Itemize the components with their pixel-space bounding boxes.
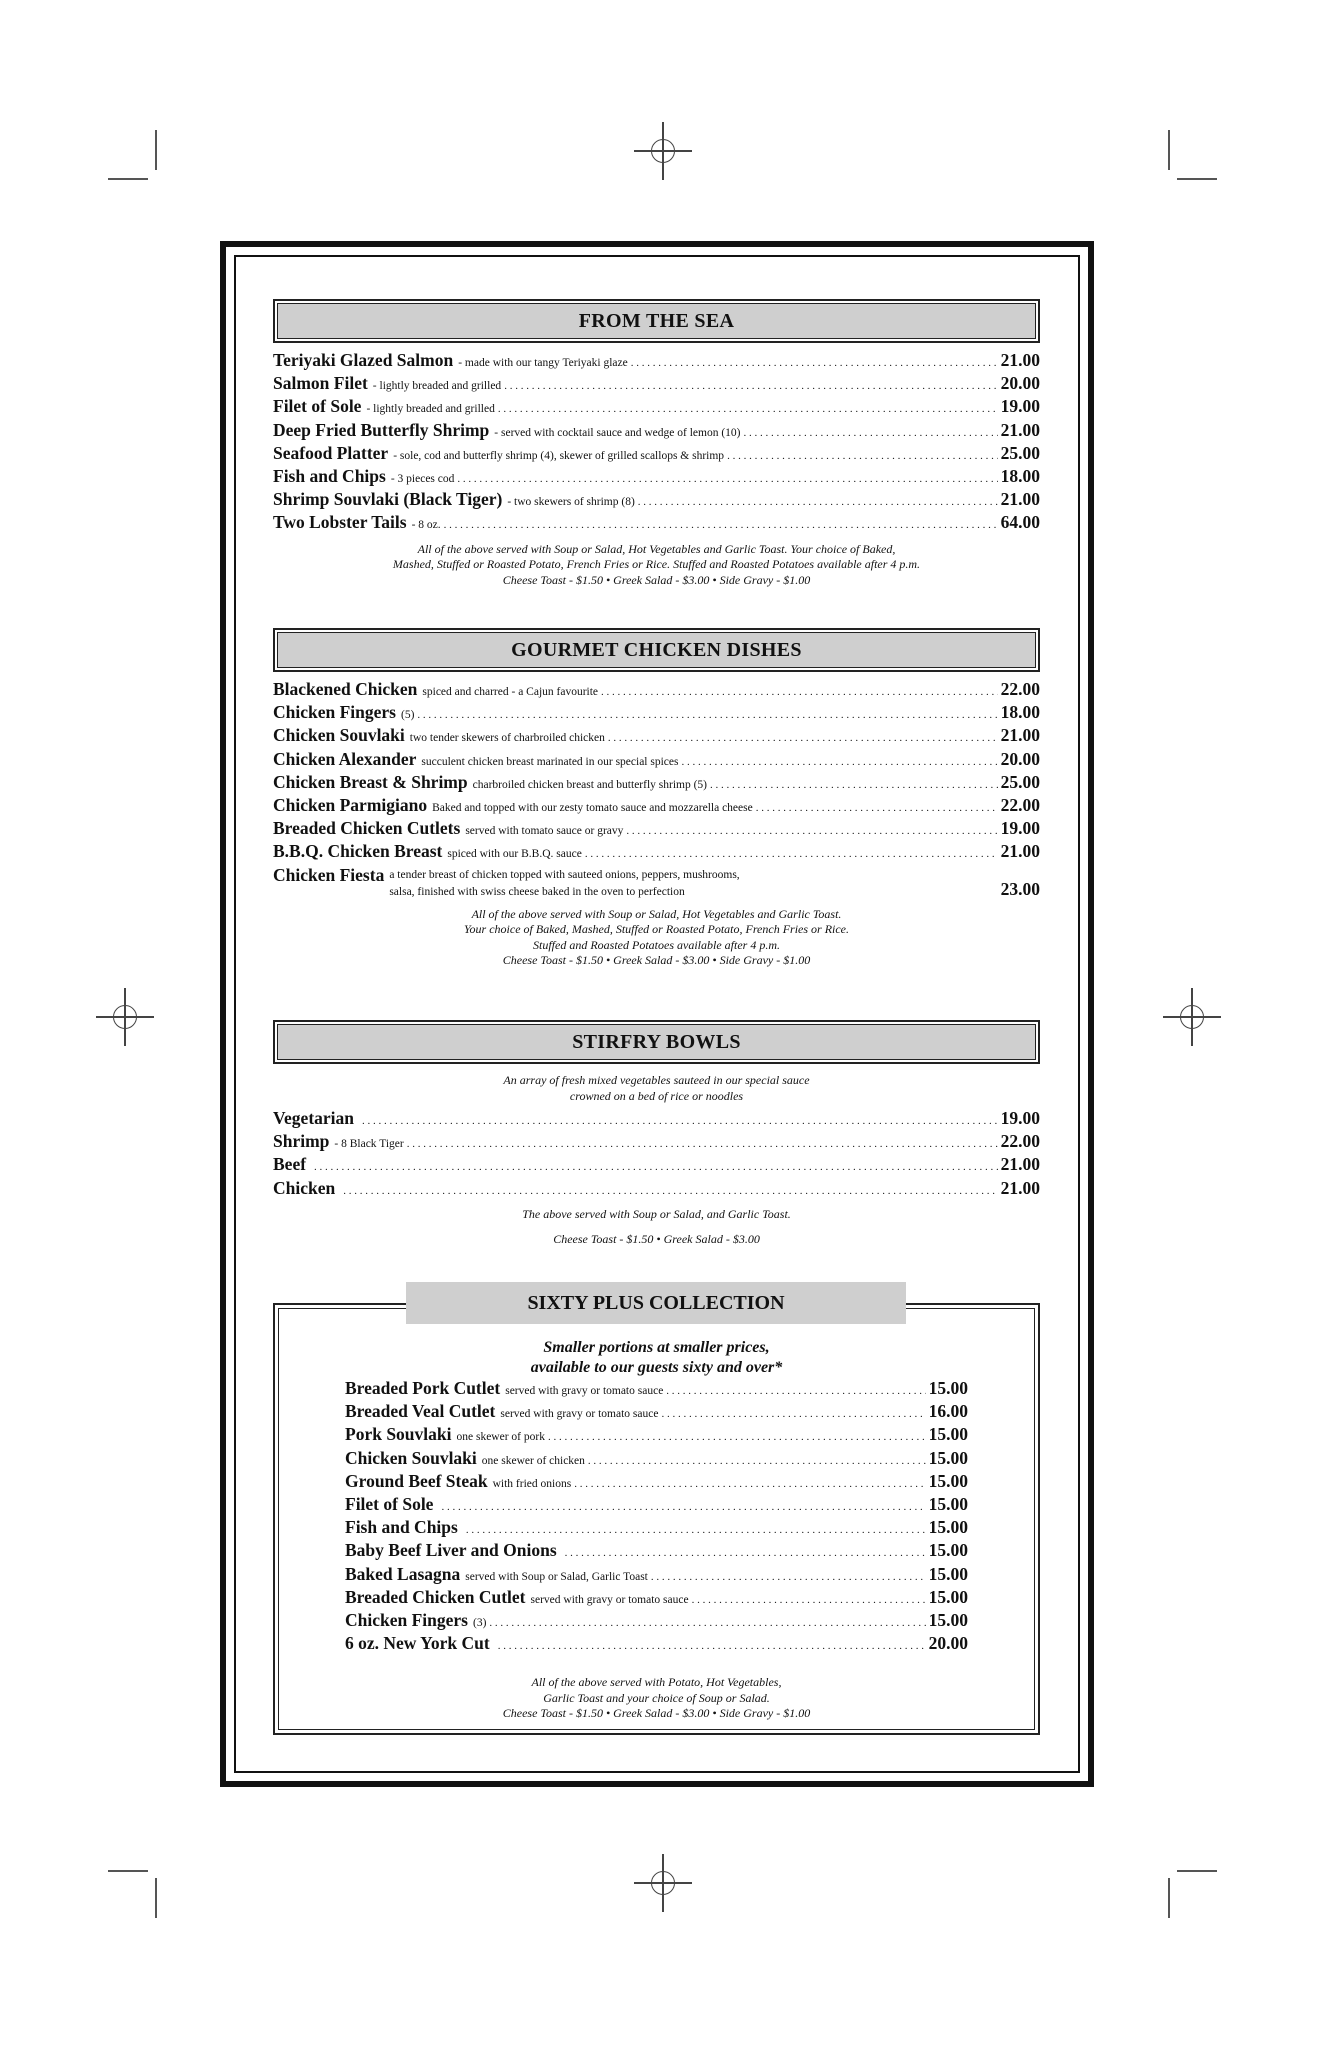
item-name: Blackened Chicken [273,679,418,699]
menu-list [273,679,1040,905]
item-name: Breaded Chicken Cutlet [345,1586,526,1607]
item-name: Chicken Fiesta [273,864,385,885]
item-price: 21.00 [1000,841,1040,862]
leader-dots [631,357,998,369]
item-desc: - 8 Black Tiger [334,1138,404,1151]
crop-mark [1168,1878,1170,1918]
item-price: 15.00 [928,1540,968,1561]
section-title: SIXTY PLUS COLLECTION [406,1282,906,1324]
note-line: Your choice of Baked, Mashed, Stuffed or Roasted Potato, French Fries or Rice. [463,922,850,936]
item-price: 15.00 [928,1424,968,1445]
menu-item [273,679,1040,702]
item-desc: served with gravy or tomato sauce [505,1385,664,1397]
item-desc: succulent chicken breast marinated in our special spices [421,755,679,768]
item-name: Deep Fried Butterfly Shrimp [273,419,490,440]
note-line: All of the above served with Soup or Salad, Hot Vegetables and Garlic Toast. [471,906,842,921]
item-desc: served with gravy or tomato sauce [530,1593,689,1606]
item-desc: served with Soup or Salad, Garlic Toast [465,1570,648,1583]
item-desc: with fried onions [492,1477,572,1490]
item-desc-line: salsa, finished with swiss cheese baked in the oven to perfection [389,885,685,898]
menu-item [273,396,1040,419]
item-desc: - sole, cod and butterfly shrimp (4), skewer of grilled scallops & shrimp [393,449,725,462]
leader-dots [417,709,997,721]
note-line: Mashed, Stuffed or Roasted Potato, French Fries or Rice. Stuffed and Roasted Potatoes available after 4 p.m. [392,557,921,571]
leader-dots [314,1161,998,1173]
leader-dots [343,1185,997,1197]
menu-item [345,1424,968,1447]
item-price: 21.00 [1000,1177,1040,1198]
item-name: Chicken Breast & Shrimp [273,771,468,792]
item-desc: - served with cocktail sauce and wedge of lemon (10) [494,426,741,439]
item-desc: spiced and charred - a Cajun favourite [422,686,599,698]
section-title: STIRFRY BOWLS [273,1020,1040,1064]
item-name: B.B.Q. Chicken Breast [273,841,443,862]
leader-dots [666,1385,925,1397]
leader-dots [498,1640,926,1652]
registration-mark-icon [1180,1005,1204,1029]
item-price: 20.00 [1000,748,1040,769]
item-name: Ground Beef Steak [345,1470,488,1491]
leader-dots [441,1501,925,1513]
menu-item [345,1401,968,1424]
item-price: 21.00 [1000,350,1040,370]
leader-dots [661,1408,925,1420]
intro-line: An array of fresh mixed vegetables sauteed in our special sauce [503,1073,810,1087]
item-desc: - lightly breaded and grilled [372,380,502,393]
leader-dots [651,1571,926,1583]
leader-dots [585,848,998,860]
note-line: Cheese Toast - $1.50 • Greek Salad - $3.00 • Side Gravy - $1.00 [502,572,811,587]
leader-dots [574,1478,925,1490]
menu-item [345,1378,968,1401]
menu-item [345,1587,968,1610]
leader-dots [692,1594,926,1606]
section-stirfry-bowls [273,1020,1040,1247]
menu-item [345,1517,968,1540]
menu-item [273,1154,1040,1177]
menu-item [273,1131,1040,1154]
menu-item [273,443,1040,466]
leader-dots [548,1431,926,1443]
menu-item [345,1564,968,1587]
menu-list [345,1378,968,1656]
item-price: 22.00 [1000,1131,1040,1152]
registration-mark-icon [651,1871,675,1895]
note-line: Cheese Toast - $1.50 • Greek Salad - $3.00 • Side Gravy - $1.00 [502,1706,811,1720]
item-desc-line: a tender breast of chicken topped with sauteed onions, peppers, mushrooms, [389,868,740,881]
note-line: All of the above served with Soup or Salad, Hot Vegetables and Garlic Toast. Your choice of Baked, [417,541,896,556]
leader-dots [498,403,998,415]
item-name: Chicken Souvlaki [273,725,405,746]
leader-dots [565,1547,926,1559]
leader-dots [638,496,998,508]
leader-dots [727,450,998,462]
section-note: Cheese Toast - $1.50 • Greek Salad - $3.00 [553,1232,760,1247]
leader-dots [588,1455,926,1467]
item-name: Fish and Chips [273,465,386,486]
item-price: 21.00 [1000,419,1040,440]
crop-mark [108,178,148,180]
crop-mark [108,1870,148,1872]
menu-item [345,1494,968,1517]
intro-line: Smaller portions at smaller prices, [543,1339,770,1356]
menu-item [345,1610,968,1633]
crop-mark [1177,1870,1217,1872]
crop-mark [1177,178,1217,180]
item-desc: served with gravy or tomato sauce [500,1408,659,1421]
menu-item [273,1108,1040,1131]
item-price: 18.00 [1000,465,1040,486]
intro-line: crowned on a bed of rice or noodles [569,1088,744,1103]
menu-item [273,725,1040,748]
menu-item [273,795,1040,818]
leader-dots [407,1138,998,1150]
item-name: Chicken Fingers [273,702,396,723]
registration-mark-icon [113,1005,137,1029]
item-price: 21.00 [1000,725,1040,746]
leader-dots [744,427,998,439]
item-name: Filet of Sole [273,396,362,417]
item-name: Baby Beef Liver and Onions [345,1540,557,1561]
section-gourmet-chicken [273,628,1040,969]
item-price: 16.00 [928,1401,968,1422]
item-desc: one skewer of chicken [481,1454,585,1467]
registration-mark-icon [651,139,675,163]
item-price: 15.00 [928,1563,968,1584]
leader-dots [626,825,997,837]
item-price: 25.00 [1000,442,1040,463]
item-price: 18.00 [1000,702,1040,723]
item-desc: Baked and topped with our zesty tomato sauce and mozzarella cheese [432,801,753,814]
item-name: Chicken Souvlaki [345,1447,477,1468]
item-name: Shrimp [273,1131,330,1152]
menu-item [273,841,1040,864]
menu-item [273,512,1040,535]
item-desc: - two skewers of shrimp (8) [507,496,635,509]
leader-dots [601,686,998,698]
item-name: Filet of Sole [345,1493,434,1514]
crop-mark [1168,130,1170,170]
menu-item [273,818,1040,841]
crop-mark [155,130,157,170]
menu-item [345,1633,968,1656]
item-desc: charbroiled chicken breast and butterfly shrimp (5) [472,778,708,791]
item-name: 6 oz. New York Cut [345,1633,490,1654]
item-price: 21.00 [1000,489,1040,510]
section-note [273,907,1040,969]
menu-item [273,373,1040,396]
item-price: 20.00 [928,1633,968,1654]
item-price: 25.00 [1000,771,1040,792]
leader-dots [457,473,997,485]
item-desc: two tender skewers of charbroiled chicken [409,732,605,745]
menu-item [273,702,1040,725]
item-name: Chicken Fingers [345,1609,468,1630]
item-name: Shrimp Souvlaki (Black Tiger) [273,489,503,510]
leader-dots [466,1524,926,1536]
menu-item [273,1178,1040,1201]
item-desc: (3) [473,1616,487,1629]
item-name: Beef [273,1154,307,1175]
menu-item [273,420,1040,443]
note-line: All of the above served with Potato, Hot Vegetables, [531,1675,782,1689]
item-price: 15.00 [928,1609,968,1630]
leader-dots [681,756,997,768]
menu-item [345,1471,968,1494]
section-intro [273,1073,1040,1104]
leader-dots [504,380,997,392]
item-name: Pork Souvlaki [345,1424,452,1445]
item-price: 22.00 [1000,794,1040,815]
menu-item [273,466,1040,489]
item-price: 19.00 [1000,818,1040,839]
item-name: Chicken Parmigiano [273,794,428,815]
item-desc [389,865,1040,899]
menu-item [345,1540,968,1563]
section-from-the-sea [273,299,1040,588]
intro-line: available to our guests sixty and over* [530,1359,783,1376]
leader-dots [362,1115,998,1127]
menu-list [273,350,1040,536]
item-desc: - 3 pieces cod [390,472,455,485]
item-price: 21.00 [1000,1154,1040,1175]
item-price: 15.00 [928,1517,968,1538]
item-name: Breaded Chicken Cutlets [273,818,461,839]
section-note [273,1675,1040,1722]
item-name: Baked Lasagna [345,1563,461,1584]
item-price: 15.00 [928,1378,968,1398]
section-note [273,542,1040,589]
menu-item [273,749,1040,772]
item-name: Fish and Chips [345,1517,458,1538]
menu-item [273,489,1040,512]
item-desc: - made with our tangy Teriyaki glaze [458,357,628,369]
item-name: Chicken [273,1177,336,1198]
crop-mark [155,1878,157,1918]
section-title: FROM THE SEA [273,299,1040,343]
item-price: 15.00 [928,1470,968,1491]
leader-dots [608,732,998,744]
item-name: Vegetarian [273,1108,355,1128]
menu-item [273,350,1040,373]
item-desc: (5) [401,709,415,722]
item-name: Breaded Pork Cutlet [345,1378,501,1398]
item-name: Teriyaki Glazed Salmon [273,350,454,370]
note-line: Garlic Toast and your choice of Soup or Salad. [543,1690,770,1705]
item-price: 15.00 [928,1493,968,1514]
leader-dots [710,779,998,791]
item-price: 15.00 [928,1586,968,1607]
item-price: 19.00 [1000,1108,1040,1128]
menu-item [273,772,1040,795]
item-price: 19.00 [1000,396,1040,417]
item-price: 23.00 [1000,878,1040,899]
leader-dots [444,519,998,531]
menu-item [345,1448,968,1471]
item-desc: served with tomato sauce or gravy [465,825,624,838]
section-title: GOURMET CHICKEN DISHES [273,628,1040,672]
menu-item-fiesta [273,865,1040,905]
item-desc: - lightly breaded and grilled [366,403,495,416]
leader-dots [489,1617,925,1629]
note-line: Cheese Toast - $1.50 • Greek Salad - $3.00 • Side Gravy - $1.00 [502,953,811,967]
item-price: 15.00 [928,1447,968,1468]
item-desc: - 8 oz. [411,519,441,532]
section-note: The above served with Soup or Salad, and Garlic Toast. [522,1206,791,1221]
section-intro [273,1338,1040,1378]
menu-list [273,1108,1040,1201]
item-name: Seafood Platter [273,442,389,463]
item-name: Breaded Veal Cutlet [345,1401,496,1422]
item-desc: spiced with our B.B.Q. sauce [447,848,582,861]
item-price: 64.00 [1000,512,1040,533]
note-line: Stuffed and Roasted Potatoes available after 4 p.m. [533,937,780,952]
item-price: 20.00 [1000,373,1040,394]
item-desc: one skewer of pork [456,1431,545,1444]
item-desc-line2 [389,878,1040,899]
item-price: 22.00 [1000,679,1040,699]
item-name: Salmon Filet [273,373,368,394]
item-name: Two Lobster Tails [273,512,407,533]
leader-dots [756,802,998,814]
item-name: Chicken Alexander [273,748,417,769]
